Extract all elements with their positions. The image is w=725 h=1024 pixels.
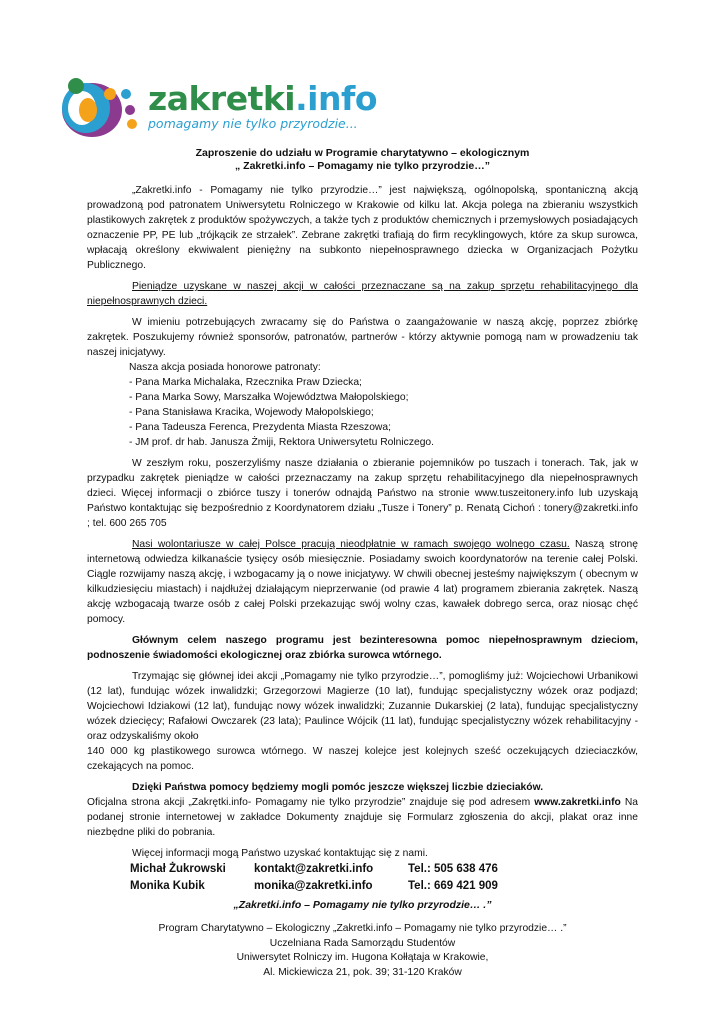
contact-name: Michał Żukrowski xyxy=(130,863,226,875)
footer-line: Uniwersytet Rolniczy im. Hugona Kołłątaja w Krakowie, xyxy=(236,952,489,963)
contacts-block xyxy=(130,861,498,895)
thanks-paragraph: Dzięki Państwa pomocy będziemy mogli pomóc jeszcze większej liczbie dzieciaków. xyxy=(132,782,544,793)
contact-phone: Tel.: 669 421 909 xyxy=(408,880,498,892)
website-paragraph: Oficjalna strona akcji „Zakrętki.info- Pomagamy nie tylko przyrodzie” znajduje się pod adresem www.zakretki.info Na podanej stronie internetowej w zakładce Dokumenty znajduje się Formularz zgłoszenia do akcji, plakat oraz inne niezbędne pliki do pobrania. xyxy=(87,797,638,838)
volunteers-paragraph xyxy=(87,537,638,627)
logo-slogan: pomagamy nie tylko przyrodzie... xyxy=(148,116,358,131)
volunteers-rest: Naszą stronę internetową odwiedza kilkanaście tysięcy osób miesięcznie. Posiadamy swoich koordynatorów na terenie całej Polski. Ciągle rozwijamy naszą akcję, i wzbogacamy ją o nowe inicjatywy. W chwili obecnej jesteśmy największym ( obecnym w kilkudziesięciu miastach) i najdłużej działającym nieprzerwanie (od prawie 4 lat) programem zbierania zakrętek. Naszą akcję wzbogacają twarze osób z całej Polski przekazując swój wolny czas, kawałek dobrego serca, oraz niosąc chęć pomocy. xyxy=(87,539,638,625)
contact-email[interactable]: kontakt@zakretki.info xyxy=(254,863,374,875)
footer xyxy=(0,922,725,980)
contact-row xyxy=(130,878,498,895)
program-title: „ Zakretki.info – Pomagamy nie tylko przyrodzie…” xyxy=(235,160,490,172)
contact-email[interactable]: monika@zakretki.info xyxy=(254,880,373,892)
motto: „Zakretki.info – Pomagamy nie tylko przyrodzie… .” xyxy=(233,899,492,911)
helped-children-paragraph: Trzymając się głównej idei akcji „Pomagamy nie tylko przyrodzie…”, pomogliśmy już: Wojciechowi Urbanikowi (12 lat), fundując wózek inwalidzki; Grzegorzowi Magierze (10 lat), fundując specjalistyczny wózek oraz podjazd; Wojciechowi Idziakowi (12 lat), fundując nowy wózek inwalidzki; Zuzannie Dukarskiej (2 lata), fundując specjalistyczny wózek dziecięcy; Rafałowi Owczarek (23 lata); Paulince Wójcik (11 lat), fundując specjalistyczny wózek rehabilitacyjny - oraz odzyskaliśmy około xyxy=(87,671,638,742)
letter-body xyxy=(87,183,638,861)
contact-row xyxy=(130,861,498,878)
footer-line: Program Charytatywno – Ekologiczny „Zakretki.info – Pomagamy nie tylko przyrodzie… .” xyxy=(158,923,567,934)
patronage-intro: Nasza akcja posiada honorowe patronaty: xyxy=(129,362,321,373)
contact-phone: Tel.: 505 638 476 xyxy=(408,863,498,875)
helped-children-continued: 140 000 kg plastikowego surowca wtórnego. W naszej kolejce jest kolejnych sześć oczekujących dzieciaczków, czekających na pomoc. xyxy=(87,746,638,772)
main-goal-paragraph: Głównym celem naszego programu jest bezinteresowna pomoc niepełnosprawnym dzieciom, podnoszenie świadomości ekologicznej oraz zbiórka surowca wtórnego. xyxy=(87,635,638,661)
footer-line: Uczelniana Rada Samorządu Studentów xyxy=(269,937,456,949)
toners-paragraph: W zeszłym roku, poszerzyliśmy nasze działania o zbieranie pojemników po tuszach i tonerach. Tak, jak w przypadku zakrętek pieniądze w całości przeznaczamy na zakup sprzętu rehabilitacyjnego dla niepełnosprawnych dzieci. Więcej informacji o zbiórce tuszy i tonerów odnajdą Państwo na stronie www.tuszeitonery.info lub uzyskają Państwo kontaktując się bezpośrednio z Koordynatorem działu „Tusze i Tonery” p. Renatą Cichoń : tonery@zakretki.info ; tel. 600 265 705 xyxy=(87,458,638,529)
intro-paragraph: „Zakretki.info - Pomagamy nie tylko przyrodzie…” jest największą, ogólnopolską, spontaniczną akcją prowadzoną pod patronatem Uniwersytetu Rolniczego w Krakowie od kilku lat. Akcja polega na zbieraniu wszystkich plastikowych zakrętek z produktów spożywczych, a także tych z produktów chemicznych i przemysłowych posiadających oznaczenie PP, PE lub „trójkącik ze strzałek”. Zebrane zakrętki trafiają do firm recyklingowych, które za skup surowca, wpłacają określony ekwiwalent pieniężny na subkonto niepełnosprawnego dziecka w Organizacjach Pożytku Publicznego. xyxy=(87,185,638,271)
patron-item: - Pana Marka Michalaka, Rzecznika Praw Dziecka; xyxy=(129,377,362,388)
logo-name: zakretki.info xyxy=(148,79,377,118)
patron-item: - JM prof. dr hab. Janusza Żmiji, Rektora Uniwersytetu Rolniczego. xyxy=(129,437,435,448)
more-info-paragraph: Więcej informacji mogą Państwo uzyskać kontaktując się z nami. xyxy=(132,848,428,859)
invitation-title: Zaproszenie do udziału w Programie charytatywno – ekologicznym xyxy=(195,147,530,159)
patron-item: - Pana Stanisława Kracika, Wojewody Małopolskiego; xyxy=(129,407,374,418)
patron-item: - Pana Tadeusza Ferenca, Prezydenta Miasta Rzeszowa; xyxy=(129,422,391,433)
appeal-paragraph: W imieniu potrzebujących zwracamy się do Państwa o zaangażowanie w naszą akcję, poprzez zbiórkę zakrętek. Poszukujemy również sponsorów, patronatów, partnerów - którzy aktywnie pomogą nam w prowadzeniu tak naszej inicjatywy. xyxy=(87,317,638,358)
patron-item: - Pana Marka Sowy, Marszałka Województwa Małopolskiego; xyxy=(129,392,409,403)
website-link[interactable]: www.zakretki.info xyxy=(534,797,621,808)
volunteers-underlined: Nasi wolontariusze w całej Polsce pracują nieodpłatnie w ramach swojego wolnego czasu. xyxy=(132,539,570,550)
logo-wordmark xyxy=(148,79,377,131)
funds-paragraph: Pieniądze uzyskane w naszej akcji w całości przeznaczane są na zakup sprzętu rehabilitacyjnego dla niepełnosprawnych dzieci. xyxy=(87,281,638,307)
contact-name: Monika Kubik xyxy=(130,880,205,892)
footer-line: Al. Mickiewicza 21, pok. 39; 31-120 Kraków xyxy=(263,966,462,978)
